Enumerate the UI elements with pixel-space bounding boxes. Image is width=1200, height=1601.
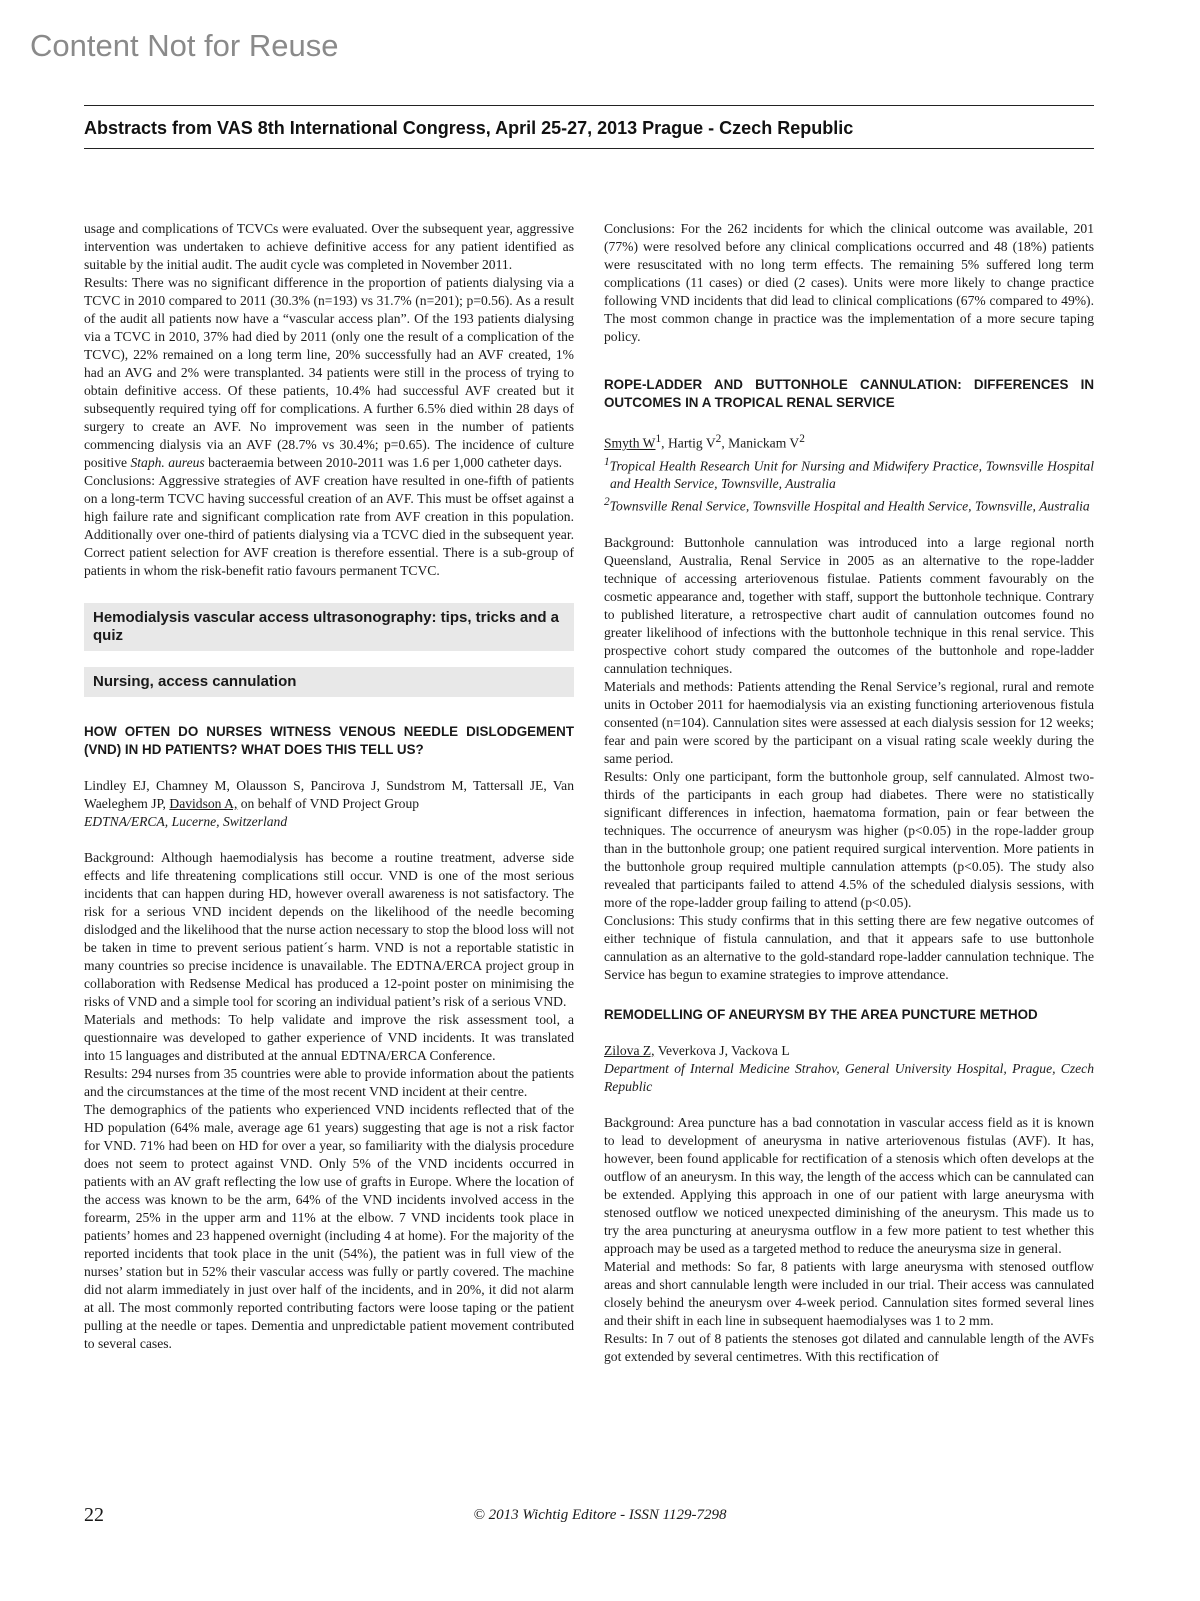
abstract-affiliation: $^2$Townsville Renal Service, Townsville Hospital and Health Service, Townsville, Australia [604, 496, 1090, 514]
page-number: 22 [84, 1504, 104, 1526]
paragraph: The demographics of the patients who experienced VND incidents reflected that of the HD population (64% male, average age 61 years) suggesting that age is not a risk factor for VND. 71% had been on HD for over a year, so familiarity with the dialysis procedure does not seem to protect against VND. Only 5% of the VND incidents occurred in patients with an AV graft reflecting the low use of grafts in Europe. Where the location of the access was known to be the arm, 64% of the VND incidents involved access in the forearm, 25% in the upper arm and 11% at the elbow. 7 VND incidents took place in patients’ homes and 23 happened overnight (including 4 at home). For the majority of the reported incidents that took place in the unit (54%), the patient was in full view of the nurses’ station but in 52% their vascular access was fully or partly covered. The machine did not alarm immediately in just over half of the incidents, and in 20%, it did not alarm at all. The most commonly reported contributing factors were loose taping or the patient pulling at the needle or tapes. Dementia and unpredictable patient movement contributed to several cases. [84, 1102, 574, 1351]
paragraph: Results: 294 nurses from 35 countries were able to provide information about the patients and the circumstances at the time of the most recent VND incident at their centre. [84, 1066, 574, 1099]
paragraph: Background: Area puncture has a bad connotation in vascular access field as it is known to lead to development of aneurysma in native arteriovenous fistulas (AVF). It has, however, been found applicable for rectification of a stenosis which often develops at the outflow of an aneurysm. In this way, the length of the access which can be cannulated can be extended. Applying this approach in one of our patient with large aneurysma with stenosed outflow we noticed unexpected diminishing of the aneurysm. This made us to try the area puncturing at aneurysma outflow in a few more patient to test whether this approach may be used as a targeted method to reduce the aneurysma size in general. [604, 1114, 1094, 1256]
left-column [84, 220, 574, 1353]
paragraph: Background: Buttonhole cannulation was introduced into a large regional north Queensland, Australia, Renal Service in 2005 as an alternative to the rope-ladder technique of accessing arteriovenous fistulae. Patients comment favourably on the cosmetic appearance and, together with staff, support the buttonhole technique. Contrary to published literature, a retrospective chart audit of cannulation outcomes found no greater likelihood of infections with the buttonhole technique in this renal service. This prospective cohort study compared the outcomes of the buttonhole and rope-ladder cannulation techniques. [604, 534, 1094, 676]
paragraph: Results: In 7 out of 8 patients the stenoses got dilated and cannulable length of the AVFs got extended by several centimetres. With this rectification of [604, 1330, 1094, 1364]
section-heading: Hemodialysis vascular access ultrasonography: tips, tricks and a quiz [84, 603, 574, 651]
paragraph: Results: There was no significant difference in the proportion of patients dialysing via a TCVC in 2010 compared to 2011 (30.3% (n=193) vs 31.7% (n=201); p=0.56). As a result of the audit all patients now have a “vascular access plan”. Of the 193 patients dialysing via a TCVC in 2010, 37% had died by 2011 (only one the result of a complication of the TCVC), 22% remained on a long term line, 20% successfully had an AVF created, 1% had an AVG and 2% were transplanted. 34 patients were still in the process of trying to obtain definitive access. Of these patients, 10.4% had successful AVF created but it subsequently required tying off for complications. A further 6.5% died within 28 days of surgery to create an AVF. No improvement was seen in the number of patients commencing dialysis via an AVF (28.7% vs 30.4%; p=0.65). The incidence of culture positive Staph. aureus bacteraemia between 2010-2011 was 1.6 per 1,000 catheter days. [84, 275, 574, 470]
right-column [604, 220, 1094, 1366]
paragraph: Material and methods: So far, 8 patients with large aneurysma with stenosed outflow areas and short cannulable length were included in our trial. Their access was cannulated closely behind the aneurysm over 4-week period. Cannulation sites formed several lines and their shift in each line in subsequent haemodialyses was 1 to 2 mm. [604, 1258, 1094, 1328]
section-heading: Nursing, access cannulation [84, 667, 574, 697]
abstract-authors: Smyth $W^1$, Hartig $V^2$, Manickam $V^2$ [604, 433, 805, 451]
paragraph: Conclusions: For the 262 incidents for which the clinical outcome was available, 201 (77%) were resolved before any clinical complications occurred and 48 (18%) patients were resuscitated with no long term effects. The remaining 5% suffered long term complications (11 cases) or died (2 cases). Units were more likely to change practice following VND incidents that did lead to clinical complications (67% compared to 49%). The most common change in practice was the implementation of a more secure taping policy. [604, 221, 1094, 344]
paragraph: Materials and methods: To help validate and improve the risk assessment tool, a questionnaire was developed to gather experience of VND incidents. It was translated into 15 languages and distributed at the annual EDTNA/ERCA Conference. [84, 1012, 574, 1063]
journal-header-title: Abstracts from VAS 8th International Congress, April 25-27, 2013 Prague - Czech Republic [84, 118, 854, 138]
paragraph: Results: Only one participant, form the buttonhole group, self cannulated. Almost two-thirds of the participants in each group had diabetes. There were no statistically significant differences in infection, haematoma formation, pain or fear between the techniques. The occurrence of aneurysm was higher (p<0.05) in the rope-ladder group than in the buttonhole group; one patient required surgical intervention. More patients in the buttonhole group required multiple cannulation attempts (p<0.05). The study also revealed that participants failed to attend 4.5% of the scheduled dialysis sessions, with more of the rope-ladder group failing to attend (p<0.05). [604, 768, 1094, 910]
paragraph: Background: Although haemodialysis has become a routine treatment, adverse side effects and life threatening complications still occur. VND is one of the most serious incidents that can happen during HD, however overall awareness is not satisfactory. The risk for a serious VND incident depends on the likelihood of the needle becoming dislodged and the likelihood that the nurse action necessary to stop the blood loss will not be taken in time to prevent serious patient´s harm. VND is not a reportable statistic in many countries so precise incidence is unavailable. The EDTNA/ERCA project group in collaboration with Redsense Medical has produced a 12-point poster on minimising the risks of VND and a simple tool for scoring an individual patient’s risk of a serious VND. [84, 850, 574, 1009]
abstract-affiliation: EDTNA/ERCA, Lucerne, Switzerland [84, 814, 288, 829]
abstract-title: ROPE-LADDER AND BUTTONHOLE CANNULATION: DIFFERENCES IN OUTCOMES IN A TROPICAL RENAL SERVICE [604, 377, 1094, 410]
header-rule-bottom [84, 148, 1094, 149]
paragraph: Conclusions: This study confirms that in this setting there are few negative outcomes of either technique of fistula cannulation, and that it appears safe to use buttonhole cannulation as an alternative to the gold-standard rope-ladder cannulation technique. The Service has begun to examine strategies to improve attendance. [604, 912, 1094, 982]
abstract-affiliation: Department of Internal Medicine Strahov, General University Hospital, Prague, Czech Republic [604, 1060, 1094, 1094]
paragraph: Materials and methods: Patients attending the Renal Service’s regional, rural and remote units in October 2011 for haemodialysis via an existing functioning arteriovenous fistula consented (n=104). Cannulation sites were assessed at each dialysis session for 12 weeks; fear and pain were scored by the participant on a visual rating scale weekly during the same period. [604, 678, 1094, 766]
abstract-authors: Zilova Z, Veverkova J, Vackova L [604, 1042, 790, 1058]
paragraph: usage and complications of TCVCs were evaluated. Over the subsequent year, aggressive intervention was undertaken to achieve definitive access for any patient identified as suitable by the initial audit. The audit cycle was completed in November 2011. [84, 221, 574, 272]
abstract-title: HOW OFTEN DO NURSES WITNESS VENOUS NEEDLE DISLODGEMENT (VND) IN HD PATIENTS? WHAT DOES THIS TELL US? [84, 724, 574, 757]
header-rule-top [84, 105, 1094, 106]
abstract-authors: Lindley EJ, Chamney M, Olausson S, Pancirova J, Sundstrom M, Tattersall JE, Van Waeleghem JP, Davidson A, on behalf of VND Project Group [84, 778, 574, 811]
abstract-title: REMODELLING OF ANEURYSM BY THE AREA PUNCTURE METHOD [604, 1006, 1038, 1022]
abstract-affiliation: $^1$Tropical Health Research Unit for Nursing and Midwifery Practice, Townsville Hospital and Health Service, Townsville, Australia [604, 455, 1094, 492]
watermark: Content Not for Reuse [30, 28, 339, 63]
copyright-notice: © 2013 Wichtig Editore - ISSN 1129-7298 [473, 1507, 727, 1523]
paragraph: Conclusions: Aggressive strategies of AVF creation have resulted in one-fifth of patients on a long-term TCVC having successful creation of an AVF. This must be offset against a high failure rate and significant complication rate from AVF creation in this population. Additionally over one-third of patients dialysing via a TCVC died in the subsequent year. Correct patient selection for AVF creation is therefore essential. There is a sub-group of patients in whom the risk-benefit ratio favours permanent TCVC. [84, 473, 574, 578]
